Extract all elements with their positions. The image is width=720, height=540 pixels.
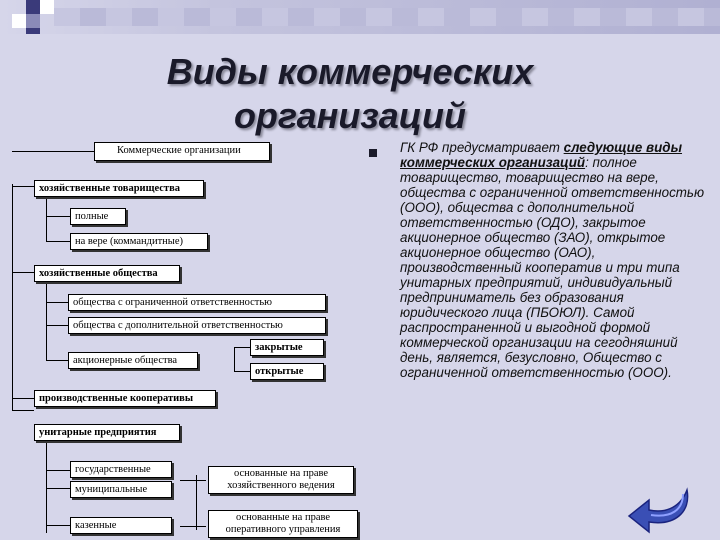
box-cooperatives: производственные кооперативы: [34, 390, 216, 407]
h-unitary: [12, 410, 34, 411]
box-partnerships: хозяйственные товарищества: [34, 180, 204, 197]
square-bullet-icon: [369, 149, 377, 157]
box-full: полные: [70, 208, 126, 225]
curved-back-arrow-icon[interactable]: [625, 482, 695, 537]
body-text: [400, 140, 705, 380]
box-municipal: муниципальные: [70, 481, 172, 498]
h-treasury: [46, 525, 70, 526]
h-cooperatives: [12, 398, 34, 399]
h-llc: [46, 302, 68, 303]
box-alc: общества с дополнительной ответственностью: [68, 317, 326, 334]
h-full: [46, 216, 70, 217]
h-municipal: [46, 488, 70, 489]
h-partnerships: [12, 186, 34, 187]
right-trunk: [196, 475, 197, 530]
box-root: Коммерческие организации: [94, 142, 270, 161]
box-limited: на вере (коммандитные): [70, 233, 208, 250]
title-line-2: организаций: [233, 95, 467, 136]
h-jsc: [46, 360, 68, 361]
box-operational: [208, 510, 358, 538]
body-intro: ГК РФ предусматривает: [400, 140, 564, 155]
box-state: государственные: [70, 461, 172, 478]
box-unitary: унитарные предприятия: [34, 424, 180, 441]
h-economic: [180, 480, 206, 481]
h-state: [46, 470, 70, 471]
h-limited: [46, 241, 70, 242]
box-societies: хозяйственные общества: [34, 265, 180, 282]
root-line: [12, 151, 94, 152]
box-jsc: акционерные общества: [68, 352, 198, 369]
body-rest: : полное товарищество, товарищество на вере, общества с ограниченной ответственностью (ООО), общества с дополнительной ответственностью (ОДО), закрытое акционерное общество (ЗАО), открытое акционерное общество (ОАО), производственный кооператив и три типа унитарных предприятий, индивидуальный предприниматель без образования юридического лица (ПБОЮЛ). Самой распространенной и выгодной формой коммерческой организации на сегодняшний день, является, безусловно, Общество с ограниченной ответственностью (ООО).: [400, 155, 705, 380]
page-title: [110, 50, 590, 138]
h-societies: [12, 272, 34, 273]
operational-label: основанные на праве оперативного управления: [225, 512, 341, 535]
societies-trunk: [46, 281, 47, 361]
box-open: открытые: [250, 363, 324, 380]
title-line-1: Виды коммерческих: [166, 51, 534, 92]
jsc-trunk: [234, 347, 235, 371]
economic-label: основанные на праве хозяйственного ведения: [227, 468, 335, 491]
box-treasury: казенные: [70, 517, 172, 534]
h-operational: [180, 526, 206, 527]
box-llc: общества с ограниченной ответственностью: [68, 294, 326, 311]
h-alc: [46, 325, 68, 326]
left-trunk-top: [12, 184, 13, 410]
box-economic: [208, 466, 354, 494]
unitary-trunk: [46, 441, 47, 533]
h-open: [234, 371, 250, 372]
header-decoration: [0, 0, 720, 34]
body-emphasis: следующие виды коммерческих организаций: [400, 140, 683, 170]
box-closed: закрытые: [250, 339, 324, 356]
h-closed: [234, 347, 250, 348]
partnerships-trunk: [46, 195, 47, 242]
